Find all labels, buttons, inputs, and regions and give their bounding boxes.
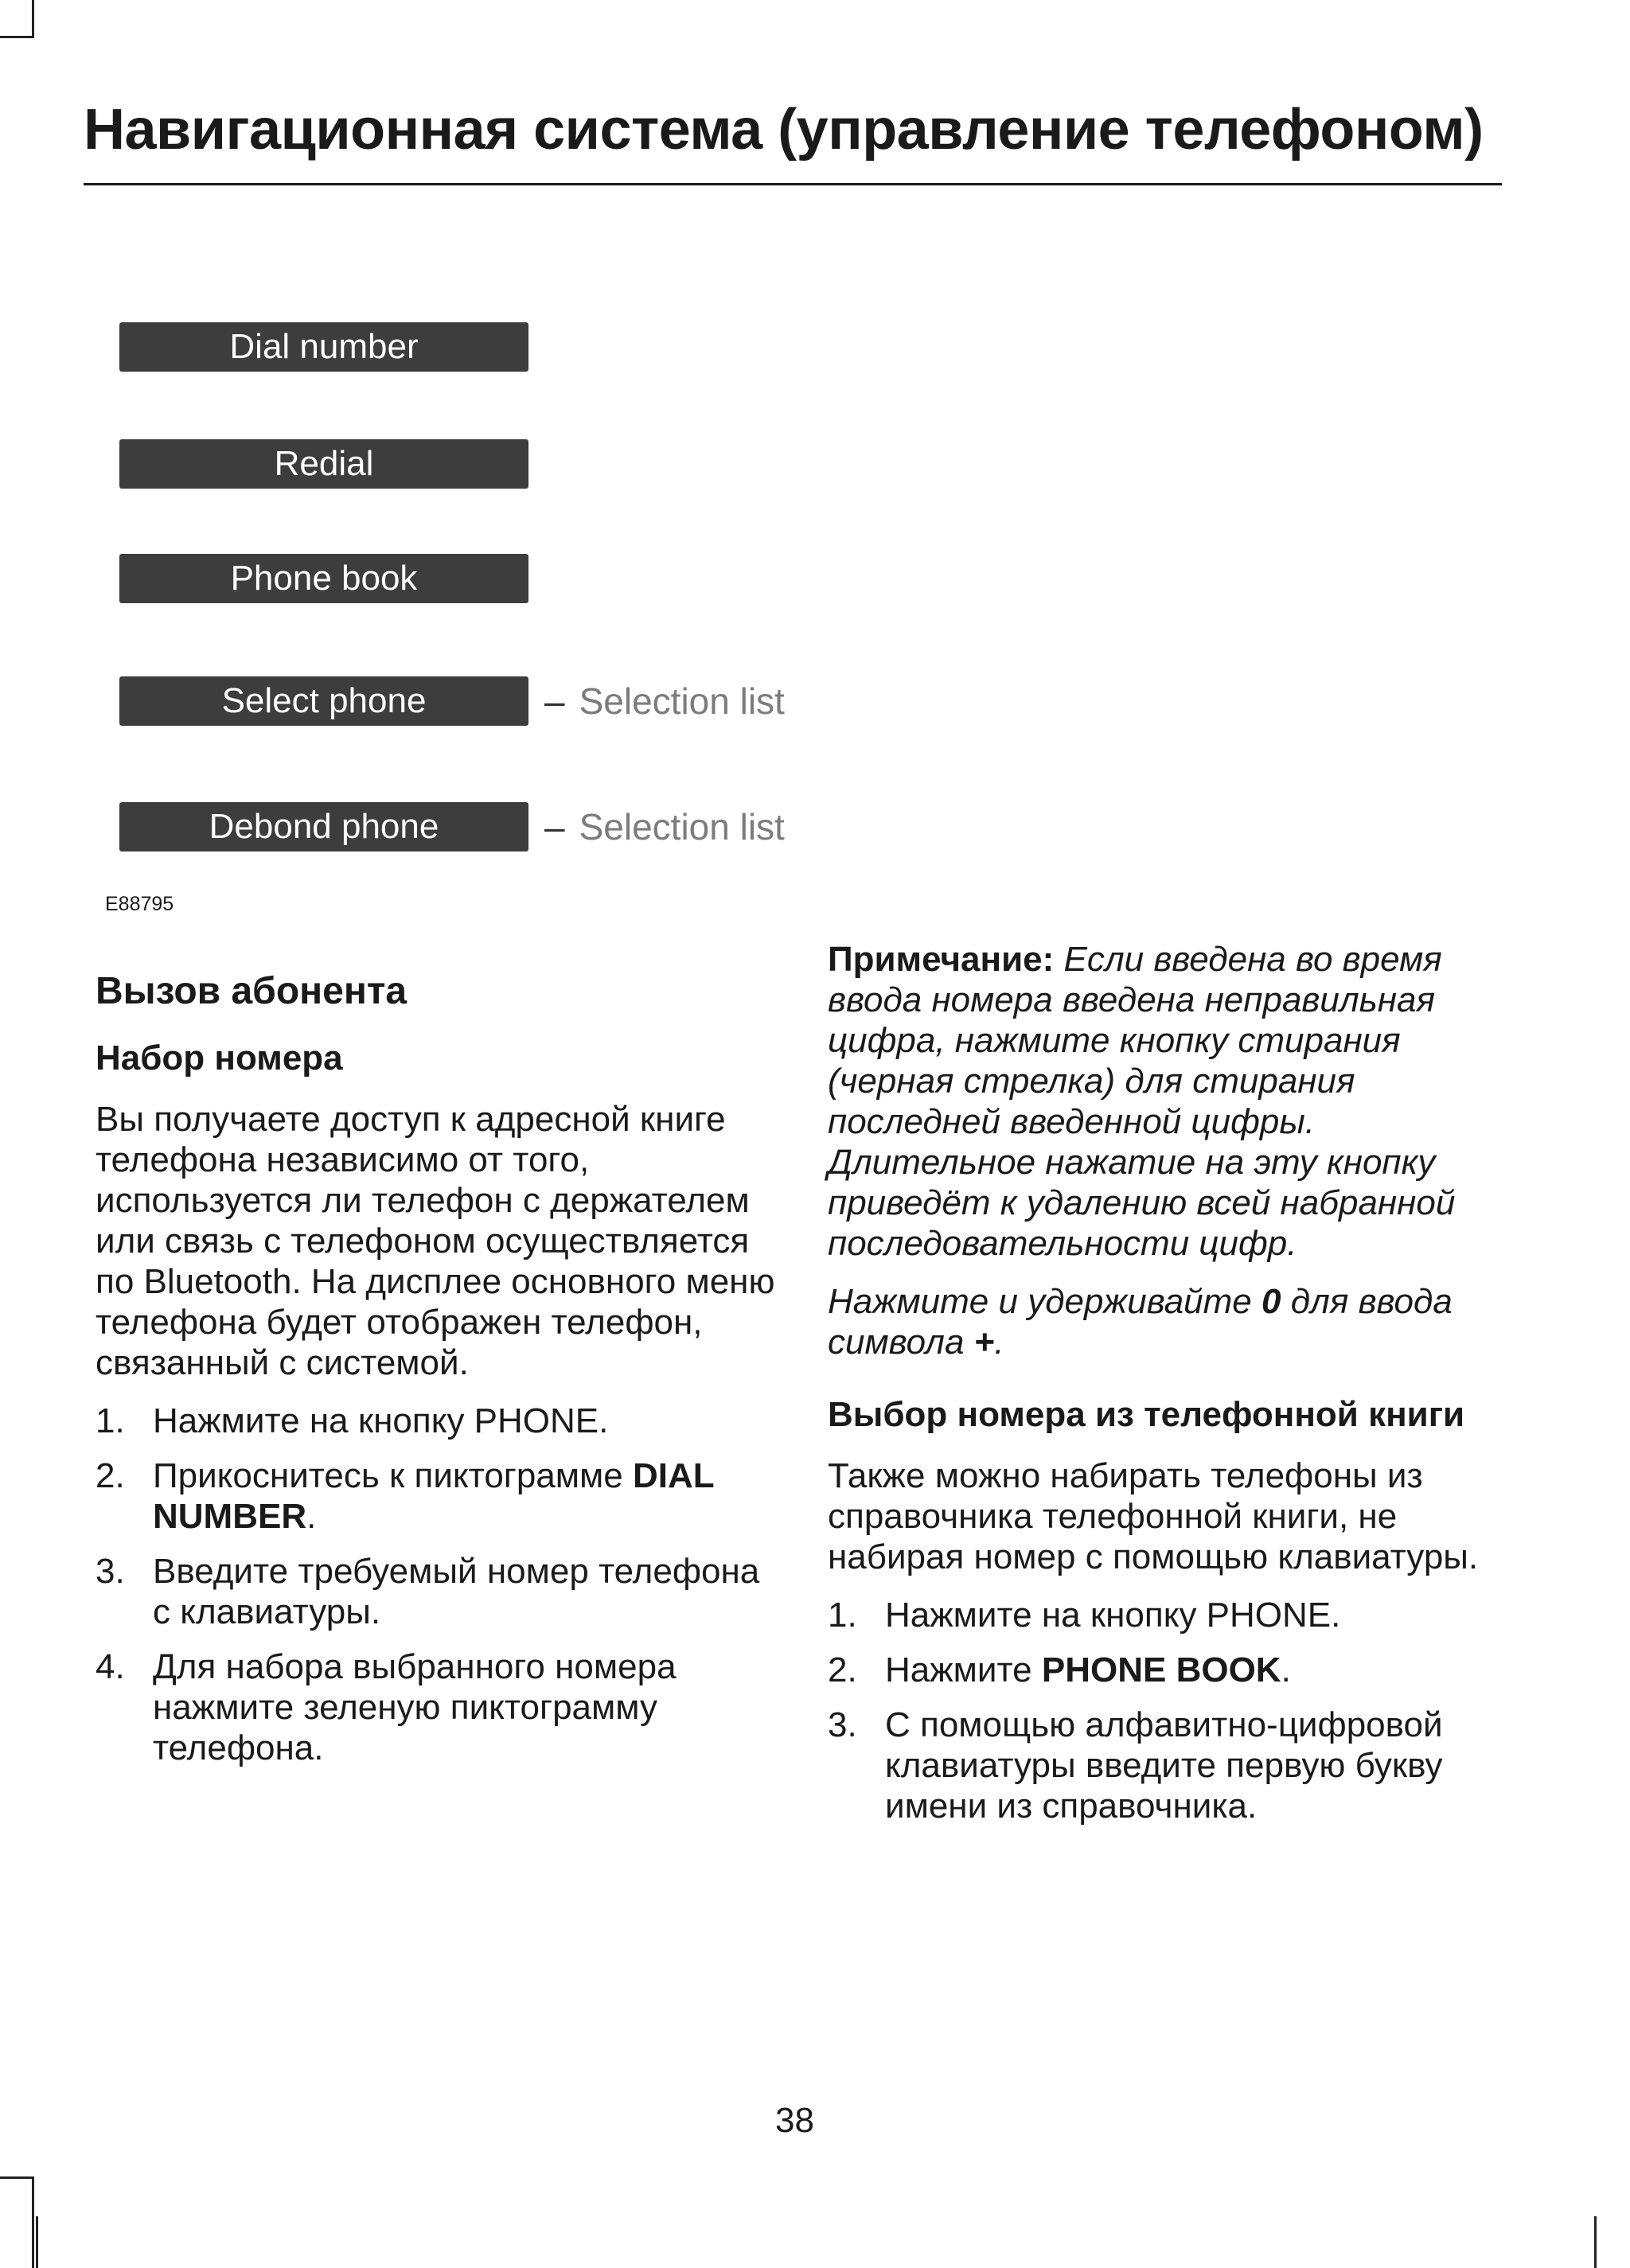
left-column [96,939,780,1783]
note-label: Примечание: [828,940,1055,979]
redial-button[interactable]: Redial [119,439,528,489]
step-text: Прикоснитесь к пиктограмме [153,1456,633,1495]
crop-mark-top-left-h [0,36,34,38]
step-text: Нажмите на кнопку PHONE. [885,1596,1341,1635]
step-number: 1. [96,1401,125,1440]
hold-key-zero: 0 [1261,1282,1281,1321]
steps-list [96,1401,780,1768]
subheading-dial-number: Набор номера [96,1039,343,1077]
list-item [96,1551,780,1632]
page-number: 38 [775,2101,814,2140]
select-phone-note [544,680,785,723]
menu-row-dial-number [119,322,528,372]
select-phone-button[interactable]: Select phone [119,676,528,726]
note-dash: – [544,680,565,722]
hold-text: . [994,1323,1004,1362]
step-number: 2. [828,1650,857,1689]
crop-mark-top-left-v [32,0,34,38]
list-item [828,1650,1512,1690]
step-bold-text: PHONE BOOK [1041,1650,1281,1689]
title-rule [84,183,1502,185]
step-text: Нажмите [885,1650,1042,1689]
subheading-phone-book: Выбор номера из телефонной книги [828,1395,1465,1434]
hold-text: Нажмите и удерживайте [828,1282,1261,1321]
step-text: Нажмите на кнопку PHONE. [153,1401,609,1440]
note-dash: – [544,806,565,848]
menu-row-select-phone [119,676,785,726]
phone-book-button[interactable]: Phone book [119,554,528,603]
crop-mark-bottom-left-h [0,2176,34,2179]
crop-mark-bottom-left-v [32,2176,34,2268]
list-item [828,1705,1512,1826]
hold-text: для ввода символа [828,1282,1453,1362]
selection-list-label: Selection list [579,806,785,848]
intro-paragraph: Вы получаете доступ к адресной книге телефона независимо от того, используется ли телефон с держателем или связь с телефоном осуществляется по Bluetooth. На дисплее основного меню телефона будет отображен телефон, связанный с системой. [96,1100,775,1382]
step-number: 3. [828,1705,857,1744]
hold-zero-paragraph [828,1281,1512,1362]
crop-mark-bottom-right [1594,2216,1597,2268]
debond-phone-note [544,805,785,848]
step-number: 3. [96,1552,125,1591]
list-item [96,1646,780,1768]
step-number: 4. [96,1647,125,1686]
image-code: E88795 [105,893,174,915]
steps-list [828,1595,1512,1826]
dial-number-button[interactable]: Dial number [119,322,528,372]
phone-book-intro: Также можно набирать телефоны из справочника телефонной книги, не набирая номер с помощью клавиатуры. [828,1456,1479,1576]
menu-row-debond-phone [119,802,785,851]
step-text-after: . [1281,1650,1291,1689]
step-text: Для набора выбранного номера нажмите зеленую пиктограмму телефона. [153,1647,677,1767]
section-heading: Вызов абонента [96,970,408,1012]
step-text: Введите требуемый номер телефона с клавиатуры. [153,1552,760,1631]
step-bold-text: DIAL NUMBER [153,1456,714,1536]
step-text-after: . [306,1497,317,1536]
menu-row-redial [119,439,528,489]
crop-mark-bottom-left-inner [36,2216,38,2268]
step-number: 1. [828,1596,857,1635]
selection-list-label: Selection list [579,680,785,722]
debond-phone-button[interactable]: Debond phone [119,802,528,851]
list-item [828,1595,1512,1635]
step-text: С помощью алфавитно-цифровой клавиатуры введите первую букву имени из справочника. [885,1705,1443,1826]
hold-key-plus: + [973,1323,995,1362]
page-title: Навигационная система (управление телефоном) [84,98,1484,162]
list-item [96,1455,780,1537]
list-item [96,1401,780,1441]
menu-row-phone-book [119,554,528,603]
note-text: Если введена во время ввода номера введена неправильная цифра, нажмите кнопку стирания (черная стрелка) для стирания последней введенной цифры. Длительное нажатие на эту кнопку приведёт к удалению всей набранной последовательности цифр. [828,940,1456,1263]
note-paragraph [828,939,1512,1264]
right-column [828,939,1512,1841]
step-number: 2. [96,1456,125,1495]
